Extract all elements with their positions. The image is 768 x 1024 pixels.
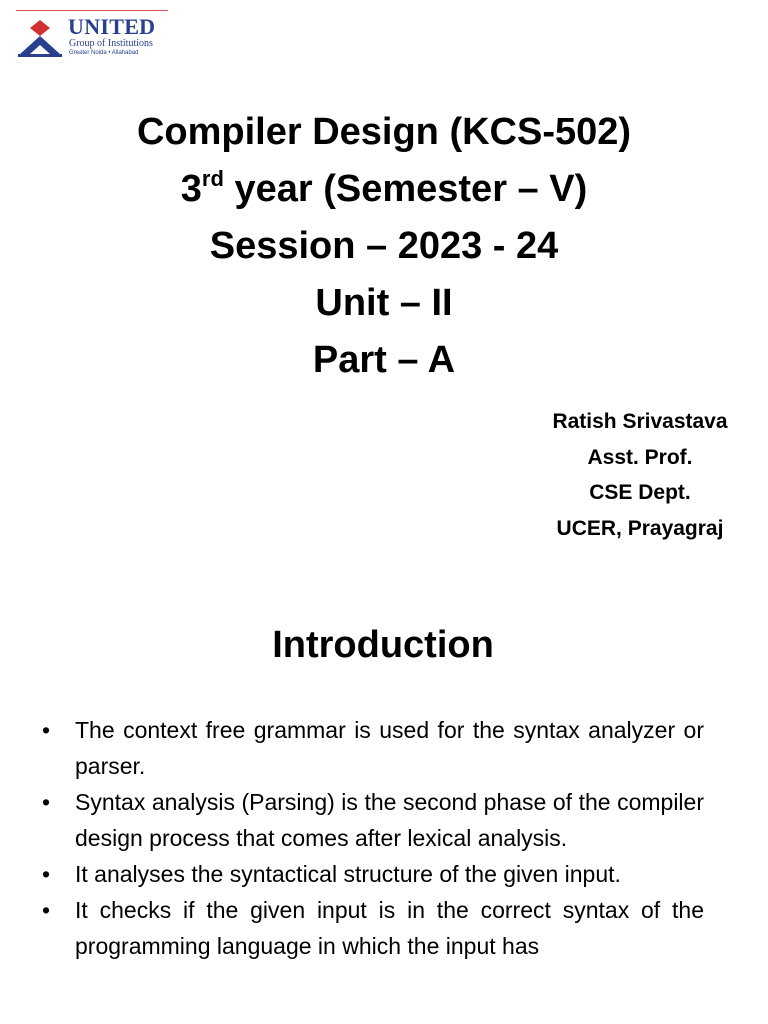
author-institution: UCER, Prayagraj (556, 516, 724, 540)
year-ordinal-suffix: rd (201, 166, 224, 191)
author-department: CSE Dept. (589, 481, 691, 504)
bullet-list (38, 712, 704, 964)
author-info (520, 404, 760, 546)
bullet-item (38, 892, 704, 964)
year-semester (0, 161, 768, 218)
part: Part – A (312, 339, 456, 381)
bullet-marker: • (42, 789, 51, 815)
united-emblem-icon (16, 20, 64, 58)
bullet-text: Syntax analysis (Parsing) is the second phase of the compiler design process that comes after lexical analysis. (75, 789, 704, 851)
bullet-text: It analyses the syntactical structure of the given input. (75, 861, 621, 887)
bullet-text: The context free grammar is used for the syntax analyzer or parser. (75, 717, 704, 779)
bullet-marker: • (42, 861, 51, 887)
semester-text: year (Semester – V) (223, 168, 588, 210)
logo-divider (16, 10, 168, 11)
bullet-marker: • (42, 717, 51, 743)
year-number: 3 (180, 168, 202, 210)
bullet-item (38, 784, 704, 856)
bullet-item (38, 856, 704, 892)
session: Session – 2023 - 24 (209, 225, 559, 267)
author-name: Ratish Srivastava (552, 410, 728, 433)
bullet-item (38, 712, 704, 784)
slide-title (0, 104, 768, 389)
bullet-marker: • (42, 897, 51, 923)
author-designation: Asst. Prof. (587, 445, 693, 469)
logo-location: Greater Noida • Allahabad (69, 50, 139, 56)
section-heading: Introduction (272, 624, 494, 666)
institution-logo (16, 10, 168, 62)
bullet-text: It checks if the given input is in the correct syntax of the programming language in which the input has (75, 897, 704, 959)
logo-subtitle: Group of Institutions (69, 38, 153, 49)
unit: Unit – II (315, 282, 453, 324)
logo-name: UNITED (68, 14, 156, 39)
course-title: Compiler Design (KCS-502) (136, 111, 632, 153)
